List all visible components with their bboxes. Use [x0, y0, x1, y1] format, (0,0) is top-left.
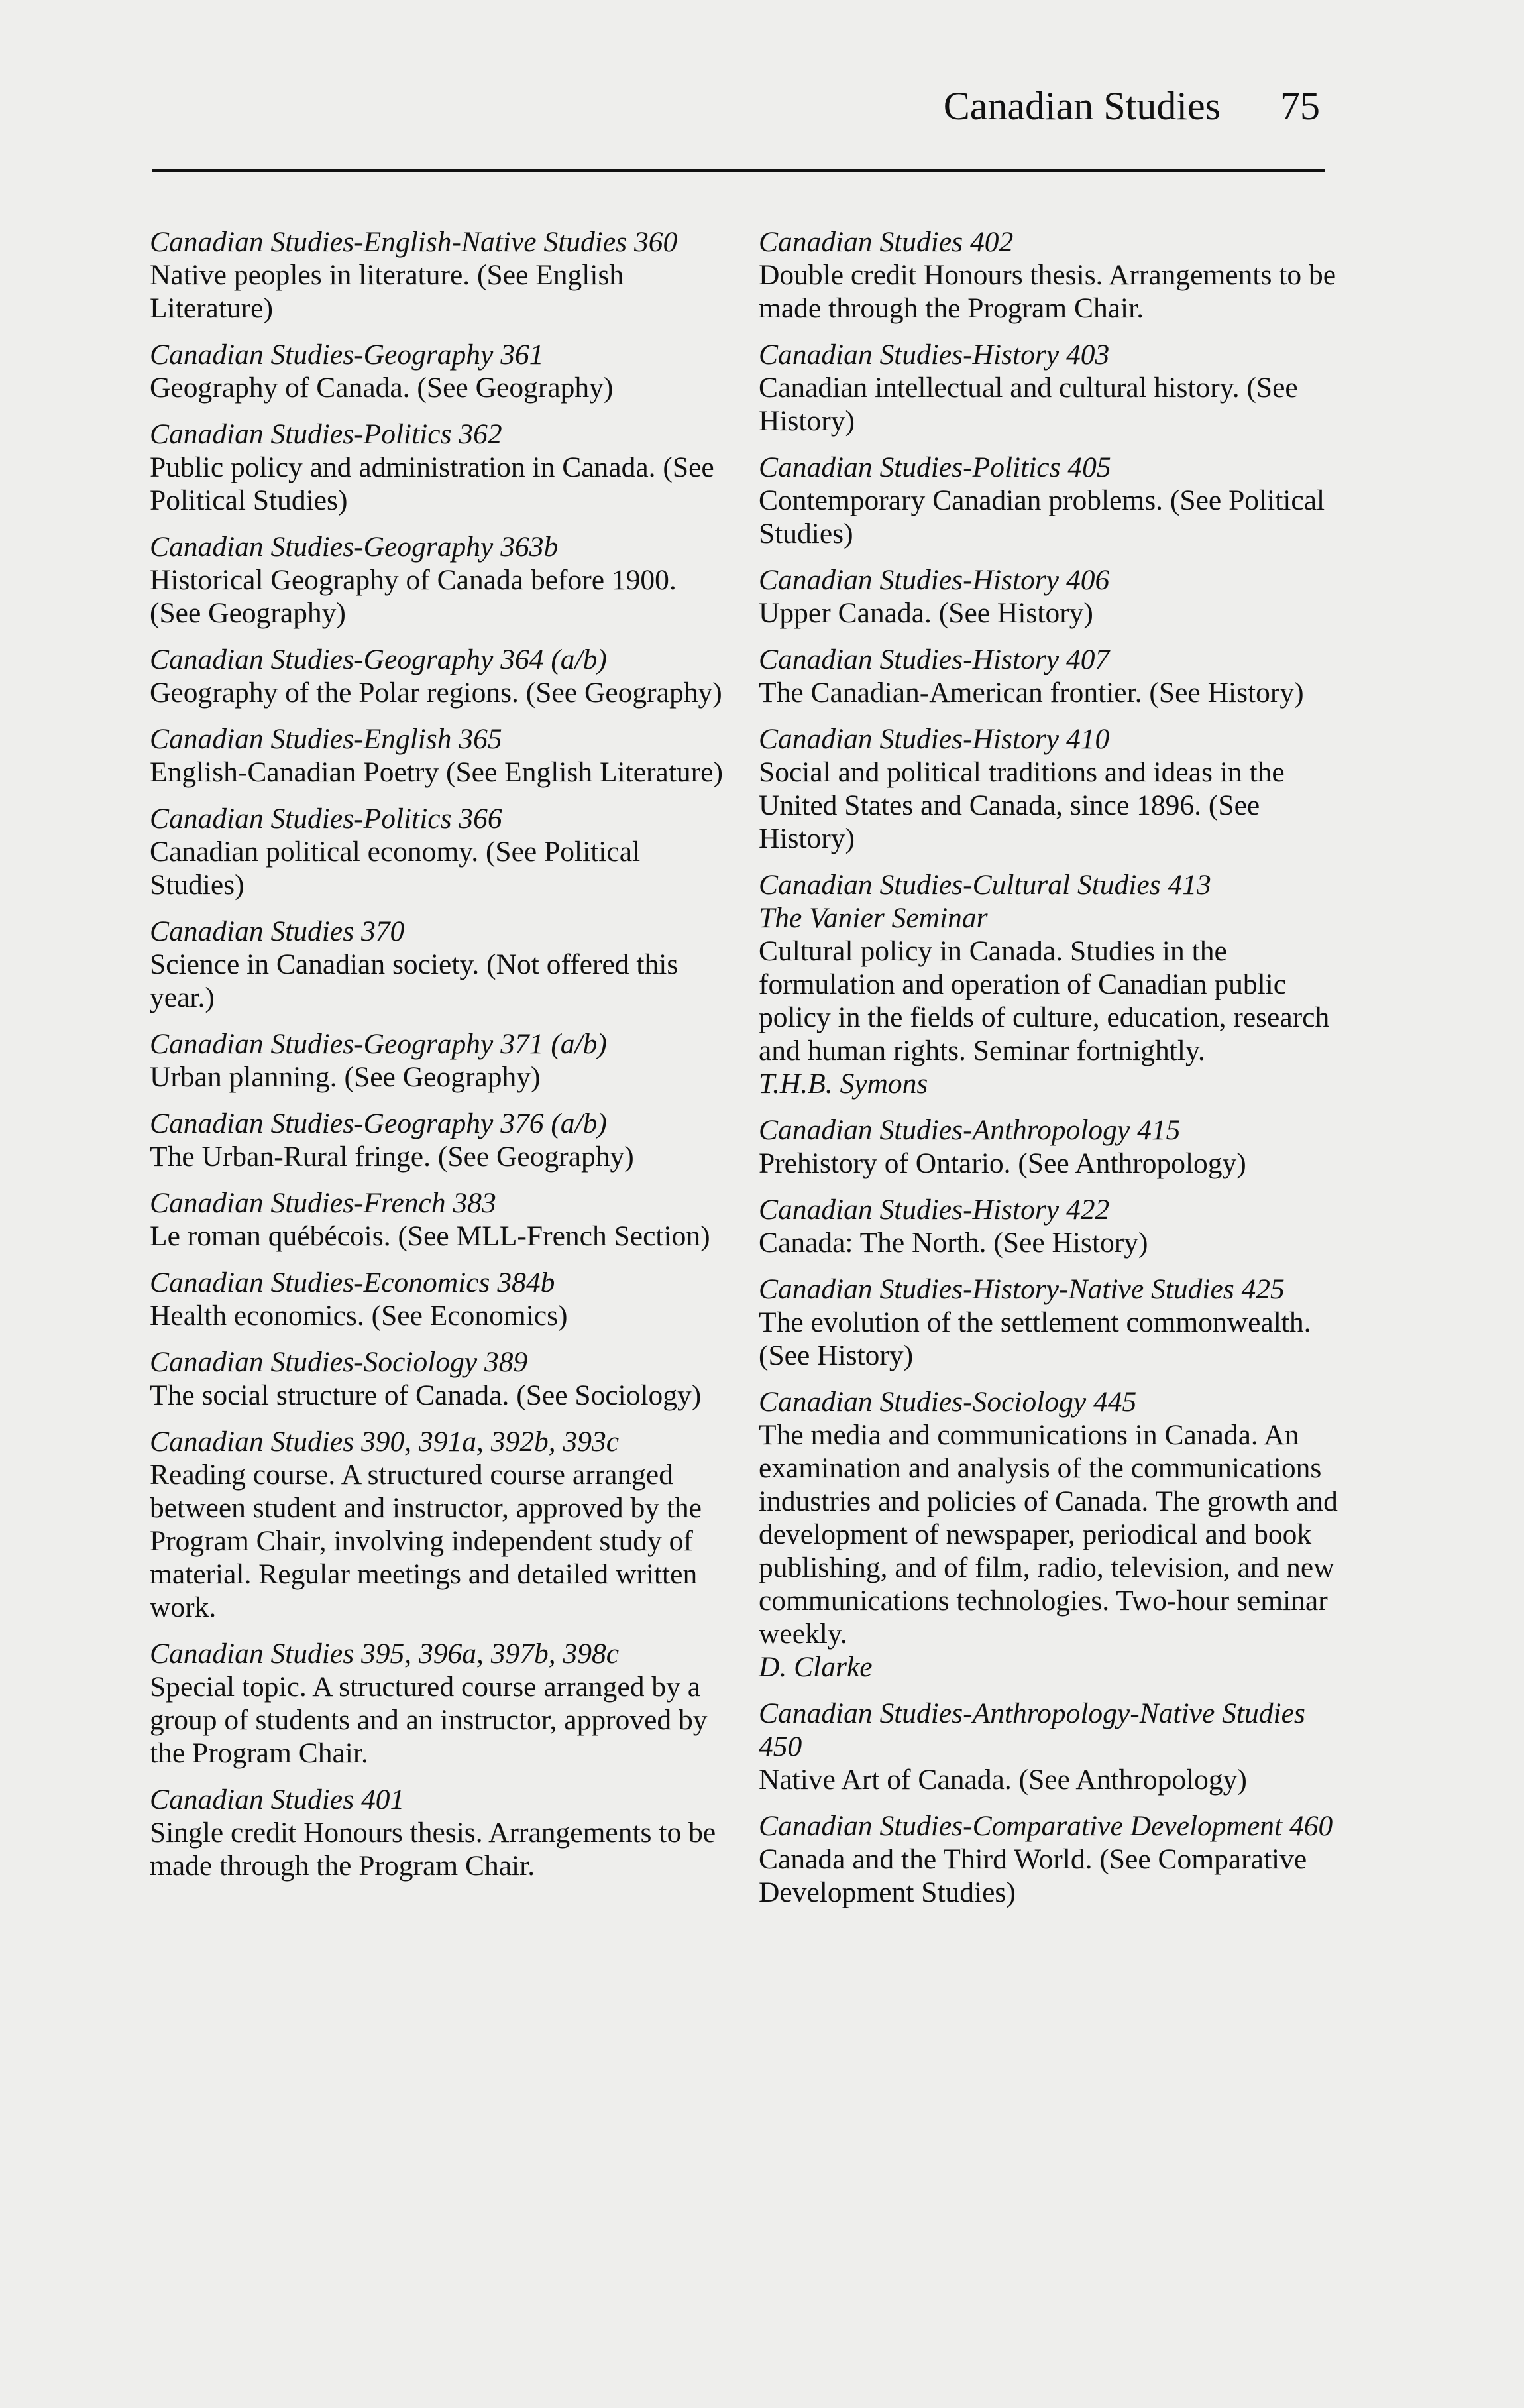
course-description: Cultural policy in Canada. Studies in the formulation and operation of Canadian public policy in the fields of culture, education, research and human rights. Seminar fortnightly. [759, 935, 1330, 1066]
course-description: Native peoples in literature. (See English Literature) [150, 259, 624, 324]
course-entry [759, 563, 1355, 630]
page-number: 75 [1280, 84, 1320, 128]
course-description: Special topic. A structured course arranged by a group of students and an instructor, approved by the Program Chair. [150, 1671, 708, 1769]
course-entry [150, 1266, 726, 1332]
course-entry [150, 1027, 726, 1094]
course-heading: Canadian Studies-Geography 364 (a/b) [150, 644, 607, 675]
course-subtitle: The Vanier Seminar [759, 902, 988, 934]
course-entry [759, 868, 1355, 1100]
course-heading: Canadian Studies-Politics 366 [150, 803, 502, 834]
course-entry [150, 225, 726, 325]
course-heading: Canadian Studies-History-Native Studies 425 [759, 1273, 1285, 1305]
course-heading: Canadian Studies 401 [150, 1784, 405, 1815]
course-description: Single credit Honours thesis. Arrangements to be made through the Program Chair. [150, 1817, 716, 1882]
course-heading: Canadian Studies-English-Native Studies 360 [150, 226, 678, 258]
course-heading: Canadian Studies-Geography 361 [150, 339, 544, 371]
course-entry [150, 1783, 726, 1882]
course-description: Contemporary Canadian problems. (See Political Studies) [759, 485, 1325, 549]
course-entry [150, 1346, 726, 1412]
course-entry [150, 1107, 726, 1173]
course-description: Upper Canada. (See History) [759, 597, 1093, 629]
course-description: Urban planning. (See Geography) [150, 1061, 541, 1093]
course-heading: Canadian Studies-Geography 371 (a/b) [150, 1028, 607, 1060]
course-entry [759, 1273, 1355, 1372]
course-description: Le roman québécois. (See MLL-French Section) [150, 1220, 710, 1252]
course-description: Reading course. A structured course arranged between student and instructor, approved by the Program Chair, involving independent study of material. Regular meetings and detailed written work. [150, 1459, 702, 1623]
course-heading: Canadian Studies-Sociology 389 [150, 1346, 528, 1378]
right-column [759, 225, 1355, 1922]
course-description: The Canadian-American frontier. (See History) [759, 677, 1304, 709]
course-entry [150, 338, 726, 404]
course-entry [150, 915, 726, 1014]
course-description: Canadian political economy. (See Political Studies) [150, 836, 641, 901]
left-column [150, 225, 726, 1896]
course-heading: Canadian Studies-History 410 [759, 723, 1110, 755]
course-entry [759, 1697, 1355, 1796]
course-description: Canada: The North. (See History) [759, 1227, 1148, 1259]
page-header [152, 76, 1325, 172]
course-entry [759, 1193, 1355, 1259]
course-description: The media and communications in Canada. An examination and analysis of the communications industries and policies of Canada. The growth and development of newspaper, periodical and book publishing, and of film, radio, television, and new communications technologies. Two-hour seminar weekly. [759, 1419, 1338, 1650]
course-heading: Canadian Studies-History 422 [759, 1194, 1110, 1226]
course-description: Canadian intellectual and cultural history. (See History) [759, 372, 1298, 437]
course-description: The evolution of the settlement commonwealth. (See History) [759, 1306, 1311, 1371]
course-entry [150, 722, 726, 789]
course-entry [150, 1425, 726, 1624]
course-description: Double credit Honours thesis. Arrangements to be made through the Program Chair. [759, 259, 1336, 324]
course-entry [759, 451, 1355, 550]
course-heading: Canadian Studies-Geography 363b [150, 531, 559, 563]
course-entry [759, 225, 1355, 325]
course-heading: Canadian Studies-Politics 405 [759, 451, 1111, 483]
course-entry [150, 1186, 726, 1253]
course-heading: Canadian Studies-Cultural Studies 413 [759, 869, 1211, 901]
running-title: Canadian Studies [943, 84, 1221, 128]
course-description: Science in Canadian society. (Not offered this year.) [150, 948, 679, 1013]
course-description: Prehistory of Ontario. (See Anthropology) [759, 1147, 1246, 1179]
course-heading: Canadian Studies-French 383 [150, 1187, 496, 1219]
course-description: Geography of Canada. (See Geography) [150, 372, 614, 404]
course-description: Historical Geography of Canada before 1900. (See Geography) [150, 564, 677, 629]
course-description: Social and political traditions and ideas in the United States and Canada, since 1896. (See History) [759, 756, 1285, 854]
course-description: English-Canadian Poetry (See English Literature) [150, 756, 723, 788]
course-heading: Canadian Studies-History 403 [759, 339, 1110, 371]
course-heading: Canadian Studies-Economics 384b [150, 1267, 555, 1298]
course-heading: Canadian Studies-Sociology 445 [759, 1386, 1137, 1418]
course-heading: Canadian Studies 390, 391a, 392b, 393c [150, 1426, 620, 1458]
course-heading: Canadian Studies-History 406 [759, 564, 1110, 596]
course-entry [759, 1114, 1355, 1180]
course-entry [759, 1385, 1355, 1684]
course-entry [150, 802, 726, 901]
course-heading: Canadian Studies-Geography 376 (a/b) [150, 1108, 607, 1139]
course-entry [759, 722, 1355, 855]
course-heading: Canadian Studies-English 365 [150, 723, 502, 755]
course-entry [150, 530, 726, 630]
course-description: Public policy and administration in Canada. (See Political Studies) [150, 451, 714, 516]
course-entry [759, 1809, 1355, 1909]
course-description: Geography of the Polar regions. (See Geography) [150, 677, 722, 709]
course-entry [150, 418, 726, 517]
course-entry [759, 338, 1355, 437]
course-entry [759, 643, 1355, 709]
course-heading: Canadian Studies 402 [759, 226, 1014, 258]
course-heading: Canadian Studies-Politics 362 [150, 418, 502, 450]
course-heading: Canadian Studies-Comparative Development 460 [759, 1810, 1333, 1842]
course-description: The Urban-Rural fringe. (See Geography) [150, 1141, 634, 1173]
course-description: The social structure of Canada. (See Sociology) [150, 1379, 702, 1411]
course-entry [150, 643, 726, 709]
course-instructor: D. Clarke [759, 1651, 873, 1683]
course-entry [150, 1637, 726, 1770]
course-heading: Canadian Studies-Anthropology-Native Studies 450 [759, 1697, 1305, 1762]
course-instructor: T.H.B. Symons [759, 1068, 928, 1100]
course-heading: Canadian Studies 370 [150, 915, 405, 947]
course-heading: Canadian Studies-History 407 [759, 644, 1110, 675]
course-description: Canada and the Third World. (See Comparative Development Studies) [759, 1843, 1307, 1908]
course-description: Health economics. (See Economics) [150, 1300, 568, 1332]
course-heading: Canadian Studies 395, 396a, 397b, 398c [150, 1638, 620, 1670]
course-heading: Canadian Studies-Anthropology 415 [759, 1114, 1181, 1146]
course-description: Native Art of Canada. (See Anthropology) [759, 1764, 1247, 1796]
